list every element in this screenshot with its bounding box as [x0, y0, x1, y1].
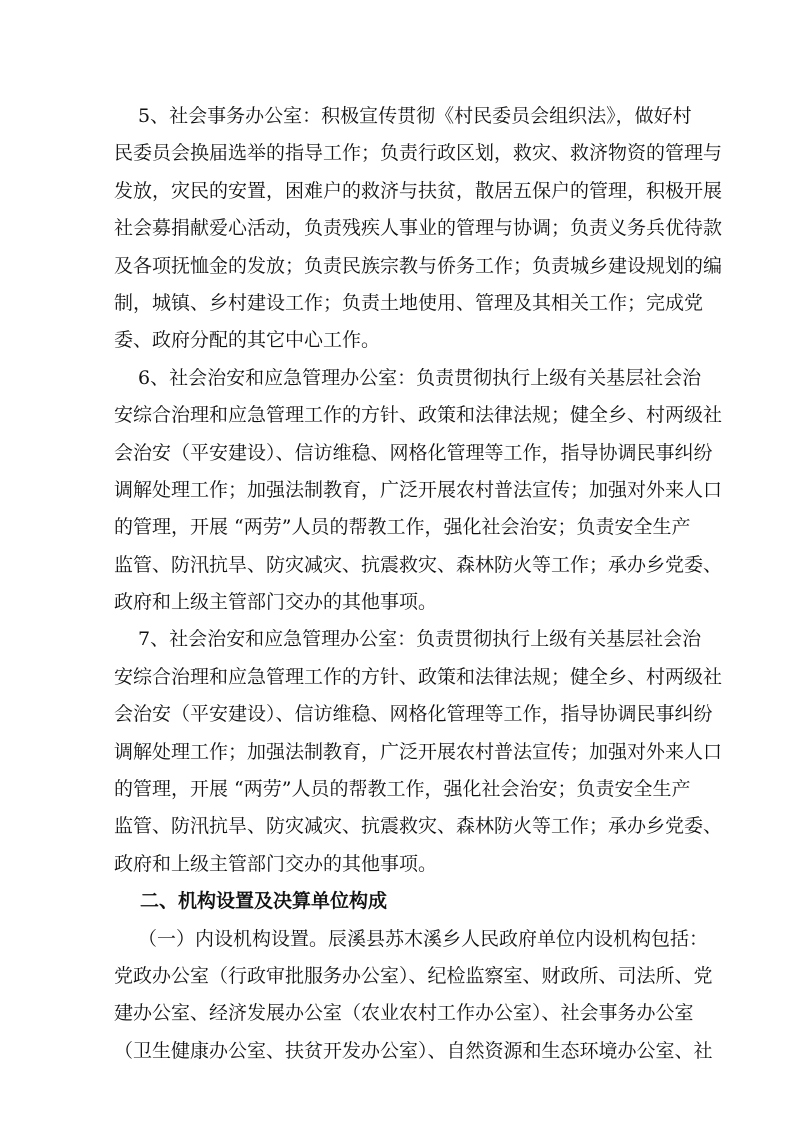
text-line: 监管、防汛抗旱、防灾减灾、抗震救灾、森林防火等工作；承办乡党委、: [114, 815, 723, 838]
paragraph-social-affairs-office: [114, 98, 723, 360]
document-body: [114, 98, 723, 1070]
text-line: 发放，灾民的安置，困难户的救济与扶贫，散居五保户的管理，积极开展: [114, 179, 723, 202]
text-line: 7、社会治安和应急管理办公室：负责贯彻执行上级有关基层社会治: [138, 628, 702, 651]
paragraph-public-security-office-6: [114, 360, 723, 622]
text-line: （一）内设机构设置。辰溪县苏木溪乡人民政府单位内设机构包括：: [138, 927, 709, 950]
text-line: 安综合治理和应急管理工作的方针、政策和法律法规；健全乡、村两级社: [114, 665, 723, 688]
text-line: 政府和上级主管部门交办的其他事项。: [114, 852, 438, 875]
paragraph-public-security-office-7: [114, 621, 723, 883]
text-line: 调解处理工作；加强法制教育，广泛开展农村普法宣传；加强对外来人口: [114, 478, 723, 501]
paragraph-internal-structure: [114, 921, 713, 1071]
text-line: 监管、防汛抗旱、防灾减灾、抗震救灾、森林防火等工作；承办乡党委、: [114, 553, 723, 576]
text-line: 会治安（平安建设）、信访维稳、网格化管理等工作，指导协调民事纠纷: [114, 441, 713, 464]
text-line: 党政办公室（行政审批服务办公室）、纪检监察室、财政所、司法所、党: [114, 964, 713, 987]
text-line: 5、社会事务办公室：积极宣传贯彻《村民委员会组织法》，做好村: [138, 105, 692, 127]
text-line: 社会募捐献爱心活动，负责残疾人事业的管理与协调；负责义务兵优待款: [114, 217, 723, 240]
text-line: 委、政府分配的其它中心工作。: [114, 329, 381, 352]
section-heading: 二、机构设置及决算单位构成: [140, 890, 388, 913]
text-line: 政府和上级主管部门交办的其他事项。: [114, 591, 438, 614]
text-line: 调解处理工作；加强法制教育，广泛开展农村普法宣传；加强对外来人口: [114, 740, 723, 763]
text-line: （卫生健康办公室、扶贫开发办公室）、自然资源和生态环境办公室、社: [114, 1039, 713, 1062]
text-line: 的管理，开展 “两劳”人员的帮教工作，强化社会治安；负责安全生产: [114, 516, 691, 539]
text-line: 的管理，开展 “两劳”人员的帮教工作，强化社会治安；负责安全生产: [114, 778, 691, 801]
text-line: 民委员会换届选举的指导工作；负责行政区划，救灾、救济物资的管理与: [114, 142, 723, 165]
text-line: 及各项抚恤金的发放；负责民族宗教与侨务工作；负责城乡建设规划的编: [114, 254, 723, 277]
text-line: 安综合治理和应急管理工作的方针、政策和法律法规；健全乡、村两级社: [114, 404, 723, 427]
text-line: 会治安（平安建设）、信访维稳、网格化管理等工作，指导协调民事纠纷: [114, 703, 713, 726]
text-line: 建办公室、经济发展办公室（农业农村工作办公室）、社会事务办公室: [114, 1002, 694, 1025]
text-line: 制，城镇、乡村建设工作；负责土地使用、管理及其相关工作；完成党: [114, 291, 704, 314]
text-line: 6、社会治安和应急管理办公室：负责贯彻执行上级有关基层社会治: [138, 366, 702, 389]
